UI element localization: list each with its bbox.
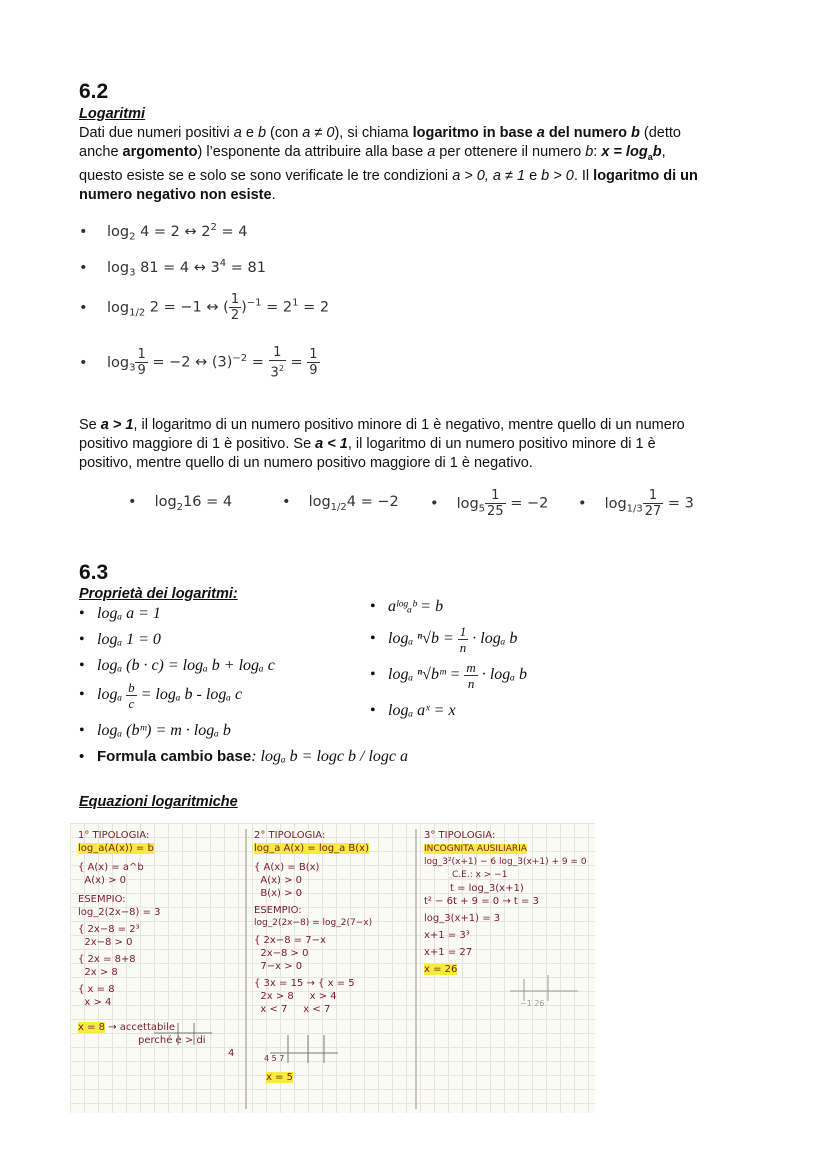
def-line-3: questo esiste se e solo se sono verificate le tre condizioni a > 0, a ≠ 1 e b > 0. Il logaritmo di un (79, 167, 698, 184)
section-number-6-3: 6.3 (79, 561, 109, 584)
property-5: • logₐ (bᵐ) = m · logₐ b (79, 722, 231, 739)
property-6: • aˡᵒᵍₐᵇ = b (370, 598, 444, 615)
column-divider-1 (245, 829, 247, 1109)
row-example-2: • $\log_{1/2}4 = -2$ (282, 494, 399, 513)
notes-column-2: 2° TIPOLOGIA: log_a A(x) = log_a B(x) { A(x) = B(x) A(x) > 0 B(x) > 0 ESEMPIO: log_2(2x−8) = log_2(7−x) { 2x−8 = 7−x 2x−8 > 0 7−x > 0 { 3x = 15 → { x = 5 2x > 8 x > 4 x < 7 x < 7 4 5 7 x = 5 (254, 830, 373, 1083)
section-title-logaritmi: Logaritmi (79, 106, 146, 122)
section-title-proprieta: Proprietà dei logaritmi: (79, 586, 238, 602)
property-4: • logₐ $\frac{b}{c}$ = logₐ b - logₐ c (79, 680, 243, 711)
handwritten-notes-image (70, 823, 595, 1113)
column-divider-2 (415, 829, 417, 1109)
def-line-2: anche argomento) l’esponente da attribuire alla base a per ottenere il numero b: $x = \log_ab$, (79, 144, 666, 162)
example-1: • $\log_2 4 = 2$ ↔ $2^2 = 4$ (79, 222, 248, 243)
col3-number-line-ticks: −1 26 (520, 999, 545, 1008)
example-4: • $\log_3$ $\frac{1}{9}$ = −2 ↔ $(3)^{-2}$ = $\frac{1}{3^2}$ = $\frac{1}{9}$ (79, 345, 318, 381)
property-8: • logₐ ⁿ√bᵐ = $\frac{m}{n}$ · logₐ b (370, 660, 527, 691)
property-2: • logₐ 1 = 0 (79, 631, 161, 648)
def-line-4: numero negativo non esiste. (79, 186, 276, 203)
definition-paragraph (79, 124, 749, 205)
sign-paragraph: Se a > 1, il logaritmo di un numero positivo minore di 1 è negativo, mentre quello di un numero positivo maggiore di 1 è positivo. Se a < 1, il logaritmo di un numero positivo minore di 1 è positivo, mentre quello di un numero positivo maggiore di 1 è negativo. (79, 417, 685, 471)
example-3: • $\log_{1/2} 2 = -1$ ↔ ( $\frac{1}{2}$ )$^{-1} = 2^1 = 2$ (79, 292, 330, 323)
row-example-1: • $\log_216 = 4$ (128, 494, 233, 513)
notes-column-3: 3° TIPOLOGIA: INCOGNITA AUSILIARIA log_3²(x+1) − 6 log_3(x+1) + 9 = 0 C.E.: x > −1 t = log_3(x+1) t² − 6t + 9 = 0 → t = 3 log_3(x+1) = 3 x+1 = 3³ x+1 = 27 x = 26 (424, 830, 587, 975)
col2-number-line (270, 1031, 340, 1067)
property-3: • logₐ (b · c) = logₐ b + logₐ c (79, 657, 275, 674)
property-7: • logₐ ⁿ√b = $\frac{1}{n}$ · logₐ b (370, 624, 518, 655)
notes-column-1: 1° TIPOLOGIA: log_a(A(x)) = b { A(x) = a^b A(x) > 0 ESEMPIO: log_2(2x−8) = 3 { 2x−8 = 2³ 2x−8 > 0 { 2x = 8+8 2x > 8 { x = 8 x > 4 x = 8 → accettabile perché è > di 4 (78, 830, 235, 1059)
col1-number-line (154, 1021, 214, 1051)
row-example-3: • $\log_5$ $\frac{1}{25}$ = −2 (430, 488, 549, 519)
section-number-6-2: 6.2 (79, 80, 109, 103)
example-2: • $\log_3 81 = 4$ ↔ $3^4 = 81$ (79, 258, 266, 279)
property-1: • logₐ a = 1 (79, 605, 161, 622)
change-of-base-formula: • Formula cambio base: logₐ b = logc b / logc a (79, 748, 409, 765)
property-9: • logₐ aˣ = x (370, 702, 456, 719)
row-example-4: • $\log_{1/3}$ $\frac{1}{27}$ = 3 (578, 488, 694, 519)
col3-number-line (510, 973, 580, 1003)
def-line-1: Dati due numeri positivi a e b (con a ≠ 0), si chiama logaritmo in base a del numero b (detto (79, 125, 681, 141)
equations-title: Equazioni logaritmiche (79, 794, 238, 810)
